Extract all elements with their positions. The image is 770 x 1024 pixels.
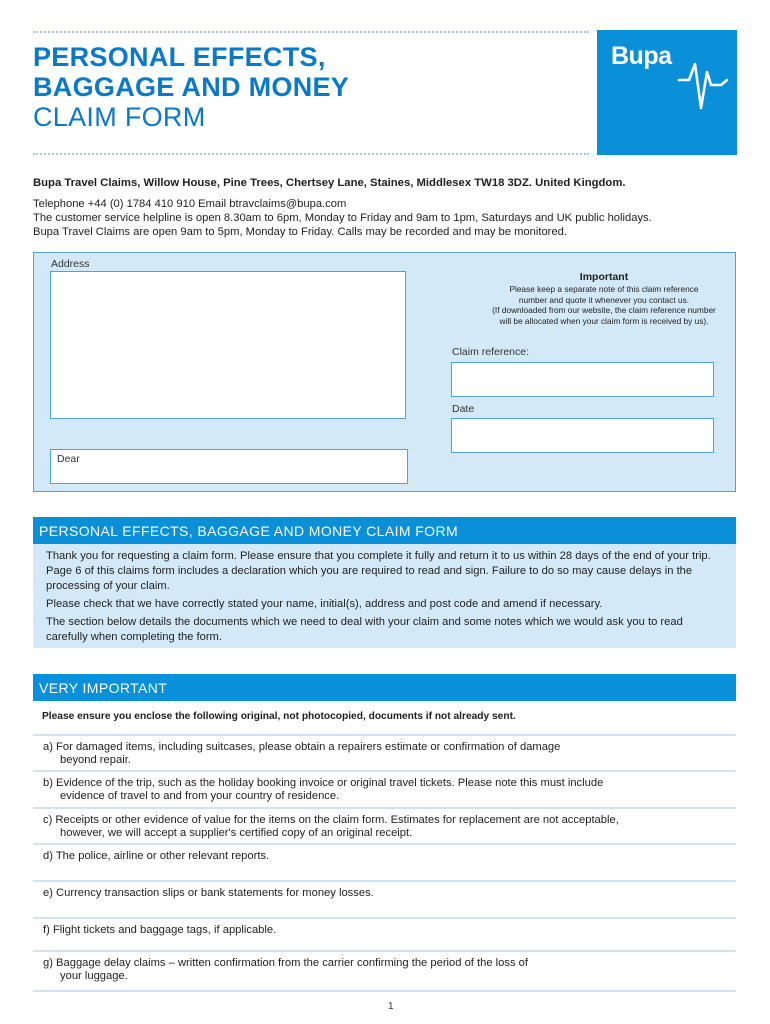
address-label: Address — [51, 258, 90, 270]
list-item-text: c) Receipts or other evidence of value for the items on the claim form. Estimates for replacement are not acceptable, — [43, 814, 619, 826]
title-line-3: CLAIM FORM — [33, 102, 206, 132]
list-item-text: f) Flight tickets and baggage tags, if applicable. — [43, 924, 277, 936]
list-item-continuation: evidence of travel to and from your country of residence. — [60, 790, 340, 802]
important-line-4: will be allocated when your claim form is received by us). — [499, 315, 709, 326]
list-item-continuation: however, we will accept a supplier's certified copy of an original receipt. — [60, 827, 413, 839]
page-number: 1 — [388, 1001, 394, 1012]
claim-reference-label: Claim reference: — [452, 346, 530, 358]
intro-paragraph-2: Please check that we have correctly stated your name, initial(s), address and post code and amend if necessary. — [46, 598, 603, 610]
claim-reference-field[interactable] — [451, 362, 714, 397]
claims-address: Bupa Travel Claims, Willow House, Pine Trees, Chertsey Lane, Staines, Middlesex TW18 3DZ. United Kingdom. — [33, 177, 626, 189]
bupa-logo — [597, 30, 737, 155]
page-title — [33, 42, 349, 132]
very-important-heading: VERY IMPORTANT — [33, 674, 736, 701]
title-line-2: BAGGAGE AND MONEY — [33, 72, 350, 102]
list-item-text: e) Currency transaction slips or bank statements for money losses. — [43, 887, 374, 899]
important-note — [474, 271, 734, 326]
list-item-continuation: beyond repair. — [60, 754, 131, 766]
intro-panel — [33, 544, 736, 648]
top-dotted-rule — [33, 31, 589, 33]
list-item — [33, 880, 736, 918]
list-item-text: a) For damaged items, including suitcases, please obtain a repairers estimate or confirmation of damage — [43, 741, 561, 753]
contact-info — [33, 197, 652, 239]
list-item — [33, 843, 736, 881]
title-line-1: PERSONAL EFFECTS, — [33, 42, 326, 72]
list-item — [33, 770, 736, 808]
list-item — [33, 807, 736, 845]
list-item — [33, 950, 736, 992]
dear-label: Dear — [57, 453, 80, 465]
bottom-dotted-rule — [33, 153, 589, 155]
list-item-text: d) The police, airline or other relevant reports. — [43, 850, 270, 862]
important-line-3: (If downloaded from our website, the claim reference number — [492, 305, 716, 315]
intro-paragraph-3: The section below details the documents which we need to deal with your claim and some notes which we would ask you to read carefully when completing the form. — [46, 616, 683, 643]
list-item-continuation: your luggage. — [60, 970, 128, 982]
list-bottom-rule — [33, 990, 736, 992]
list-item — [33, 917, 736, 950]
list-item-text: g) Baggage delay claims – written confirmation from the carrier confirming the period of the loss of — [43, 957, 529, 969]
phone-line: Telephone +44 (0) 1784 410 910 Email btravclaims@bupa.com — [33, 198, 347, 210]
address-field[interactable] — [50, 271, 406, 419]
intro-paragraph-1: Thank you for requesting a claim form. Please ensure that you complete it fully and return it to us within 28 days of the end of your trip. Page 6 of this claims form includes a declaration which you are required to read and sign. Failure to do so may cause delays in the processing of your claim. — [46, 550, 711, 592]
important-title: Important — [579, 271, 629, 283]
dear-field[interactable] — [50, 449, 408, 484]
address-panel — [33, 252, 736, 492]
list-item — [33, 734, 736, 772]
important-line-1: Please keep a separate note of this claim reference — [509, 284, 699, 294]
helpline-line: The customer service helpline is open 8.30am to 6pm, Monday to Friday and 9am to 1pm, Saturdays and UK public holidays. — [33, 212, 652, 224]
heartbeat-icon — [597, 30, 737, 155]
important-line-2: number and quote it whenever you contact us. — [518, 294, 690, 305]
hours-line: Bupa Travel Claims are open 9am to 5pm, Monday to Friday. Calls may be recorded and may be monitored. — [33, 226, 567, 238]
date-field[interactable] — [451, 418, 714, 453]
claim-form-section-heading: PERSONAL EFFECTS, BAGGAGE AND MONEY CLAIM FORM — [33, 517, 736, 544]
logo-text: Bupa — [611, 42, 672, 70]
documents-note: Please ensure you enclose the following original, not photocopied, documents if not already sent. — [42, 711, 516, 722]
date-label: Date — [452, 403, 475, 415]
list-item-text: b) Evidence of the trip, such as the holiday booking invoice or original travel tickets. Please note this must include — [43, 777, 604, 789]
